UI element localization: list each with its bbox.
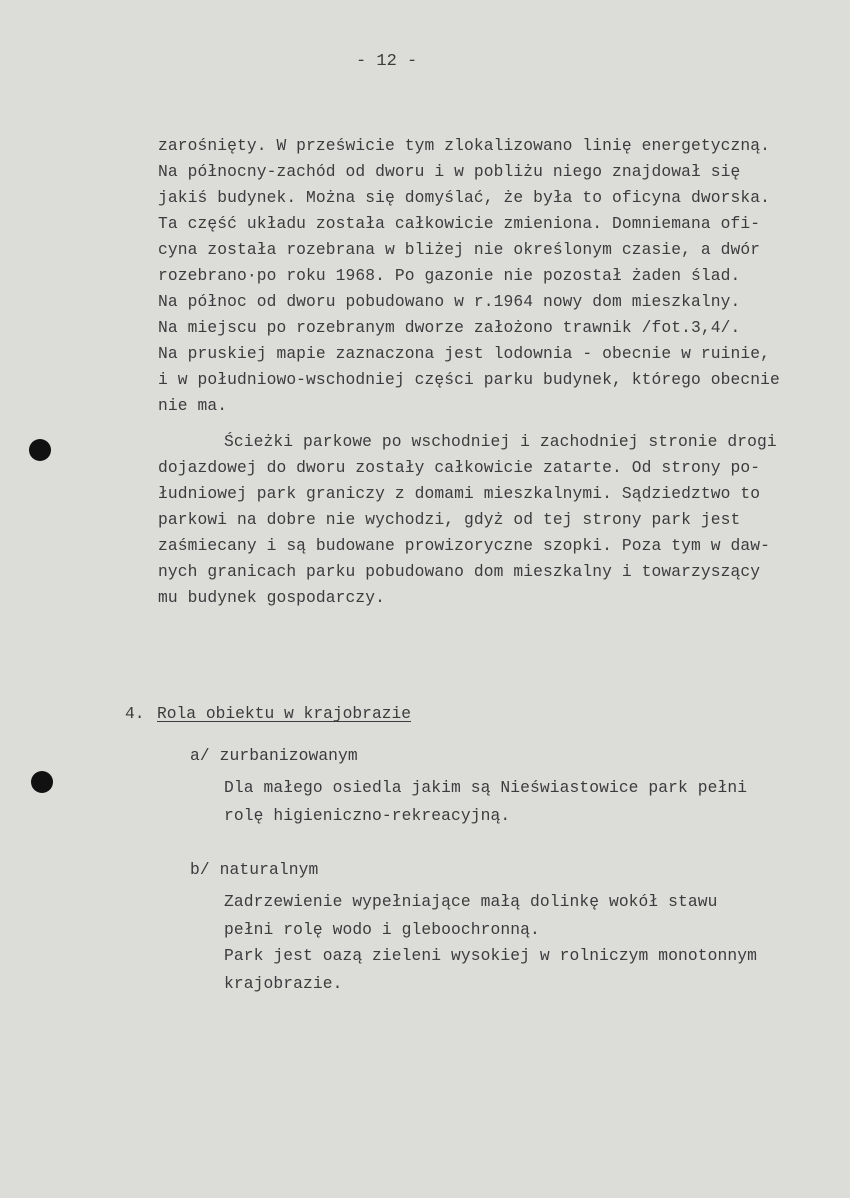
subsection-b-label: b/ naturalnym [190, 860, 319, 879]
subsection-a-label: a/ zurbanizowanym [190, 746, 358, 765]
page-number: - 12 - [356, 52, 418, 71]
text-line: Na pruskiej mapie zaznaczona jest lodownia - obecnie w ruinie, [158, 344, 770, 363]
text-line: zaśmiecany i są budowane prowizoryczne szopki. Poza tym w daw- [158, 536, 770, 555]
section-number: 4. [125, 704, 145, 723]
text-line: Park jest oazą zieleni wysokiej w rolniczym monotonnym [224, 946, 757, 965]
text-line: parkowi na dobre nie wychodzi, gdyż od tej strony park jest [158, 510, 741, 529]
punch-hole-top [29, 439, 51, 461]
text-line: krajobrazie. [224, 974, 343, 993]
text-line: Na miejscu po rozebranym dworze założono trawnik /fot.3,4/. [158, 318, 741, 337]
text-line: pełni rolę wodo i gleboochronną. [224, 920, 540, 939]
text-line: Ścieżki parkowe po wschodniej i zachodniej stronie drogi [224, 432, 777, 451]
punch-hole-bottom [31, 771, 53, 793]
text-line: jakiś budynek. Można się domyślać, że była to oficyna dworska. [158, 188, 770, 207]
text-line: mu budynek gospodarczy. [158, 588, 386, 607]
text-line: dojazdowej do dworu zostały całkowicie zatarte. Od strony po- [158, 458, 761, 477]
section-title: Rola obiektu w krajobrazie [157, 704, 412, 723]
text-line: cyna została rozebrana w bliżej nie określonym czasie, a dwór [158, 240, 761, 259]
text-line: Zadrzewienie wypełniające małą dolinkę wokół stawu [224, 892, 718, 911]
text-line: rolę higieniczno-rekreacyjną. [224, 806, 511, 825]
text-line: zarośnięty. W prześwicie tym zlokalizowano linię energetyczną. [158, 136, 770, 155]
text-line: rozebrano·po roku 1968. Po gazonie nie pozostał żaden ślad. [158, 266, 741, 285]
text-line: łudniowej park graniczy z domami mieszkalnymi. Sądziedztwo to [158, 484, 761, 503]
text-line: nych granicach parku pobudowano dom mieszkalny i towarzyszący [158, 562, 761, 581]
text-line: Dla małego osiedla jakim są Nieświastowice park pełni [224, 778, 748, 797]
text-line: nie ma. [158, 396, 228, 415]
text-line: Na północny-zachód od dworu i w pobliżu niego znajdował się [158, 162, 741, 181]
text-line: Ta część układu została całkowicie zmieniona. Domniemana ofi- [158, 214, 761, 233]
text-line: i w południowo-wschodniej części parku budynek, którego obecnie [158, 370, 780, 389]
text-line: Na północ od dworu pobudowano w r.1964 nowy dom mieszkalny. [158, 292, 741, 311]
